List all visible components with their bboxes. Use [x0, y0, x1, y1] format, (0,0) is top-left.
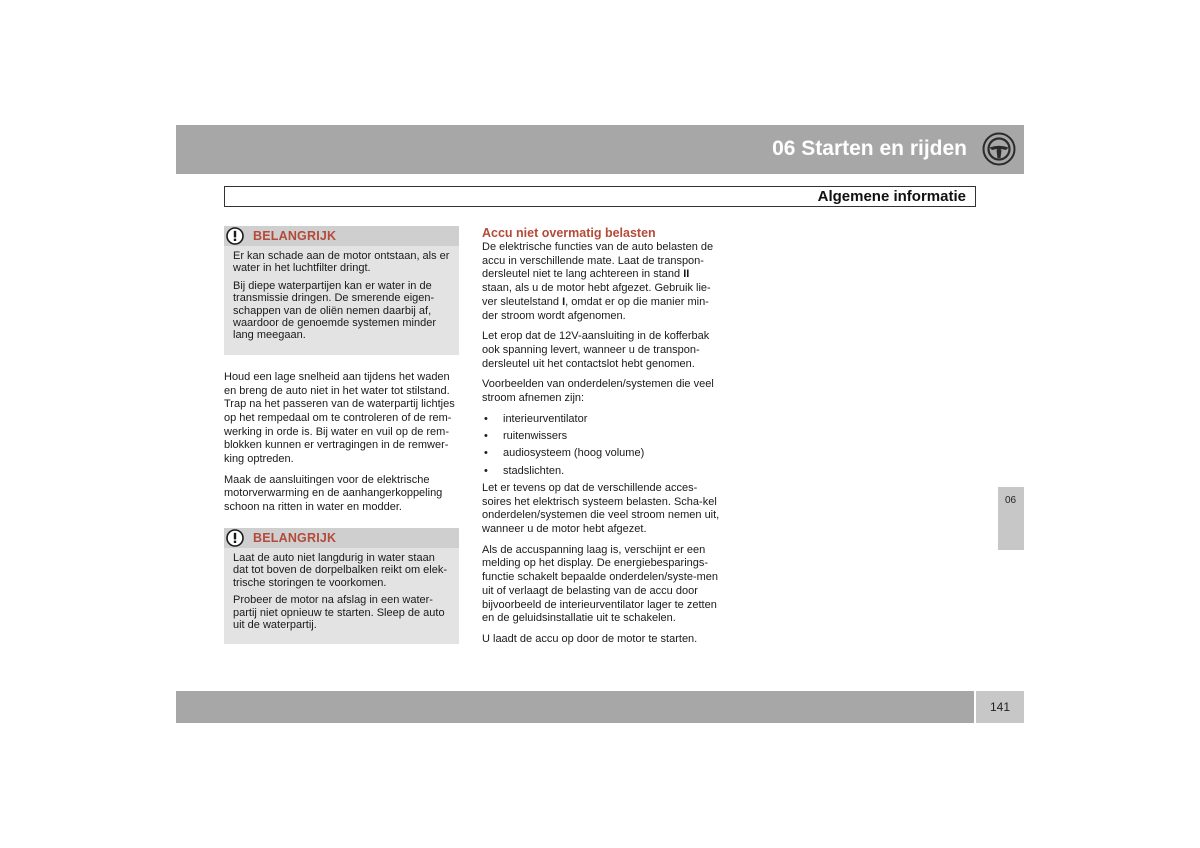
body-paragraph: [482, 241, 722, 323]
note-paragraph: Bij diepe waterpartijen kan er water in de transmissie dringen. De smerende eigen-schappen van de oliën nemen daarbij af, waardoor de genoemde systemen minder lang meegaan.: [233, 279, 437, 342]
note-title: BELANGRIJK: [253, 530, 337, 545]
exclamation-icon: [226, 227, 244, 245]
note-title: BELANGRIJK: [253, 229, 337, 243]
body-paragraph: Als de accuspanning laag is, verschijnt er een melding op het display. De energiebesparings-functie schakelt bepaalde onderdelen/syste-men uit of verlaagt de belasting van de accu door bijvoorbeeld de interieurventilator lager te zetten en de geluidsinstallatie uit te schakelen.: [482, 543, 719, 625]
exclamation-icon: [226, 529, 244, 547]
bullet-icon: •: [484, 430, 488, 443]
bullet-icon: •: [484, 412, 488, 425]
body-paragraph: Maak de aansluitingen voor de elektrische motorverwarming en de aanhangerkoppeling schoon na ritten in water en modder.: [224, 473, 443, 514]
text-run: De elektrische functies van de auto belasten de accu in verschillende mate. Laat de transpon-dersleutel niet te lang achtereen in stand: [482, 241, 714, 281]
key-position-label: II: [683, 268, 690, 281]
section-heading: Accu niet overmatig belasten: [482, 226, 656, 240]
list-item: [482, 413, 722, 427]
list-item: [482, 447, 722, 461]
body-paragraph: Houd een lage snelheid aan tijdens het waden en breng de auto niet in het water tot stilstand. Trap na het passeren van de waterpartij lichtjes op het rempedaal om te controleren of de rem-werking in orde is. Bij water en vuil op de rem-blokken kunnen er vertragingen in de remwer-king optreden.: [224, 370, 455, 466]
page-number: 141: [990, 700, 1011, 714]
section-header: [224, 186, 976, 207]
bullet-list: [482, 413, 722, 479]
chapter-side-tab: [998, 487, 1024, 550]
note-paragraph: Probeer de motor na afslag in een water-partij niet opnieuw te starten. Sleep de auto uit de waterpartij.: [233, 594, 445, 631]
body-paragraph: U laadt de accu op door de motor te starten.: [482, 632, 698, 645]
note-paragraph: Er kan schade aan de motor ontstaan, als er water in het luchtfilter dringt.: [233, 250, 450, 275]
list-item-text: interieurventilator: [503, 412, 588, 425]
footer-bar: [176, 691, 974, 723]
note-header: [224, 528, 459, 548]
important-note-box: [224, 226, 459, 355]
important-note-box: [224, 528, 459, 644]
bullet-icon: •: [484, 447, 488, 460]
list-item-text: ruitenwissers: [503, 430, 568, 443]
list-item: [482, 465, 722, 479]
chapter-header-bar: [176, 125, 1024, 174]
list-item-text: stadslichten.: [503, 464, 565, 477]
left-column: [224, 226, 460, 660]
note-header: [224, 226, 459, 246]
bullet-icon: •: [484, 464, 488, 477]
side-tab-label: 06: [1005, 495, 1017, 506]
text-run: staan, als u de motor hebt afgezet. Gebruik lie-ver sleutelstand: [482, 282, 711, 308]
body-paragraph: Let erop dat de 12V-aansluiting in de kofferbak ook spanning levert, wanneer u de transpon-dersleutel uit het contactslot hebt genomen.: [482, 330, 710, 370]
steering-wheel-icon: [982, 132, 1016, 166]
section-title: Algemene informatie: [817, 188, 966, 205]
right-column: [482, 226, 722, 654]
chapter-title: 06 Starten en rijden: [772, 137, 967, 160]
key-position-label: I: [562, 295, 566, 308]
body-paragraph: Voorbeelden van onderdelen/systemen die veel stroom afnemen zijn:: [482, 378, 714, 405]
page-number-box: [976, 691, 1024, 723]
list-item: [482, 430, 722, 444]
text-run: , omdat er op die manier min-der stroom wordt afgenomen.: [482, 295, 709, 322]
body-paragraph: Let er tevens op dat de verschillende acces-soires het elektrisch systeem belasten. Scha-kel onderdelen/systemen die veel stroom nemen uit, wanneer u de motor hebt afgezet.: [482, 481, 720, 536]
list-item-text: audiosysteem (hoog volume): [503, 447, 645, 460]
note-paragraph: Laat de auto niet langdurig in water staan dat tot boven de dorpelbalken reikt om elek-trische storingen te voorkomen.: [233, 551, 448, 589]
